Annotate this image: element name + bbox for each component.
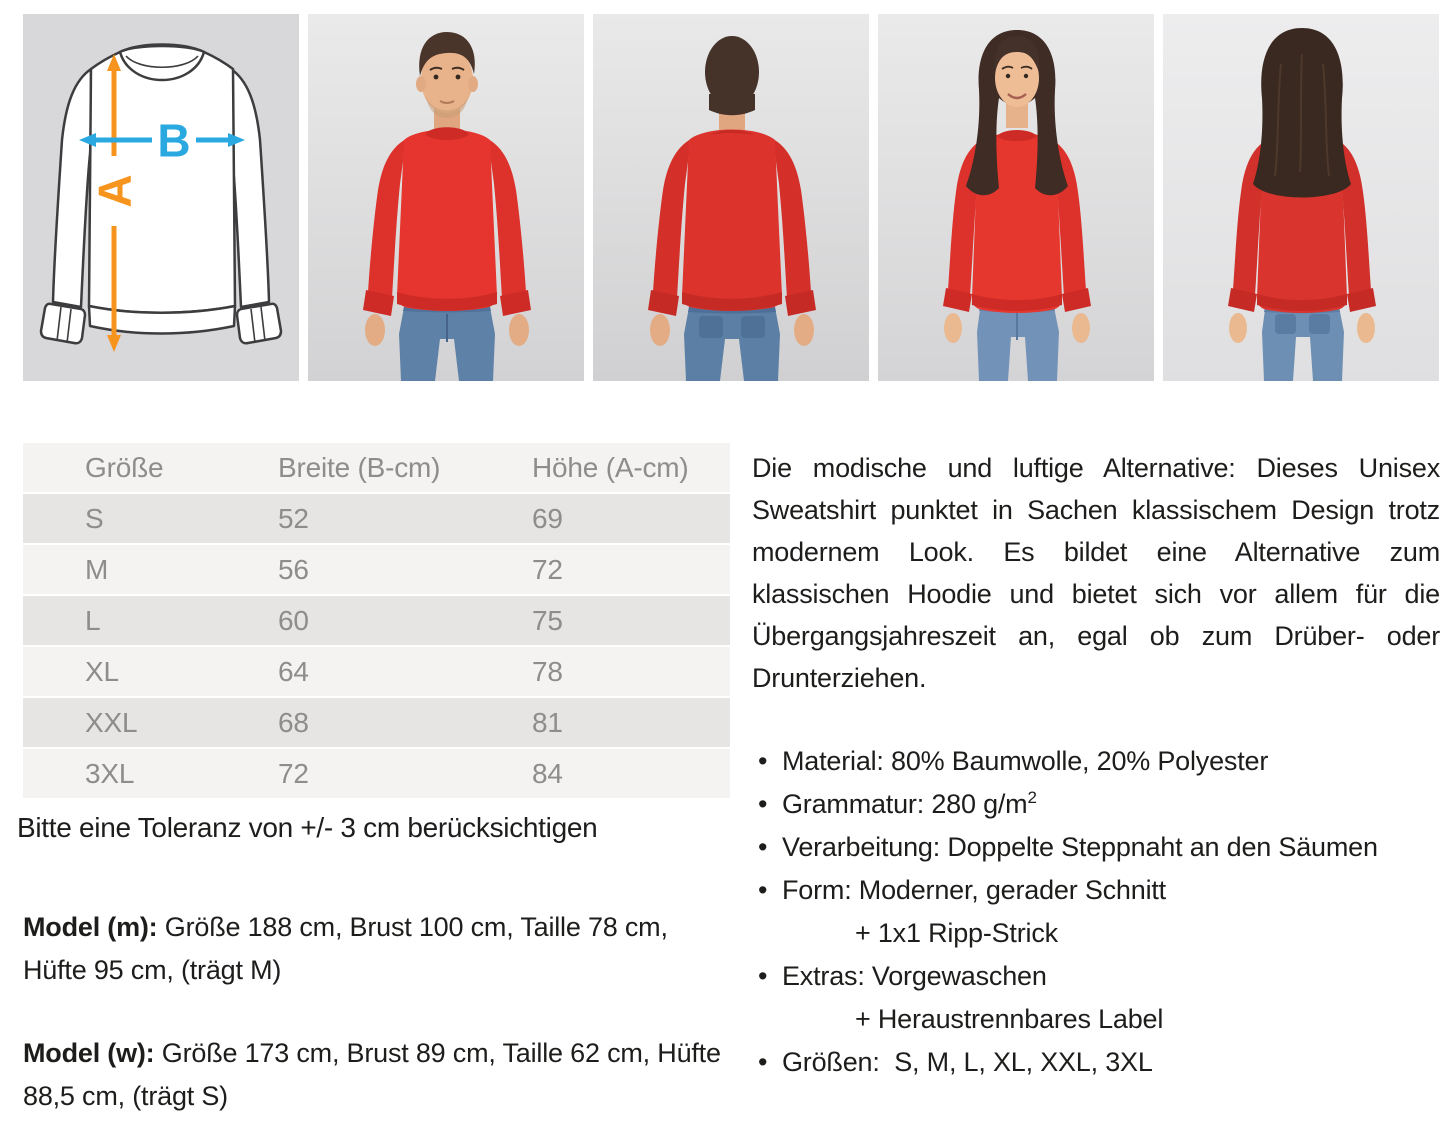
cell-width: 68	[278, 706, 309, 738]
column-header-size: Größe	[85, 451, 164, 483]
model-male-details: Größe 188 cm, Brust 100 cm, Taille 78 cm, Hüfte 95 cm, (trägt M)	[23, 912, 668, 985]
feature-grammage: • Grammatur: 280 $g/m^2$	[752, 783, 1445, 826]
table-row	[23, 596, 730, 645]
table-header-row	[23, 443, 730, 492]
table-row	[23, 545, 730, 594]
size-diagram-sketch	[23, 14, 299, 381]
feature-extras: • Extras: Vorgewaschen	[752, 955, 1445, 998]
model-info-male	[23, 906, 729, 992]
cell-height: 75	[532, 604, 563, 636]
model-female-details: Größe 173 cm, Brust 89 cm, Taille 62 cm, Hüfte 88,5 cm, (trägt S)	[23, 1038, 721, 1111]
cell-width: 56	[278, 553, 309, 585]
table-row	[23, 698, 730, 747]
size-diagram-svg	[23, 14, 299, 381]
feature-list	[752, 740, 1445, 1084]
feature-material: • Material: 80% Baumwolle, 20% Polyester	[752, 740, 1445, 783]
cell-size: XL	[85, 655, 119, 687]
feature-form: • Form: Moderner, gerader Schnitt	[752, 869, 1445, 912]
image-gallery	[23, 14, 1439, 381]
sweatshirt-outline	[41, 45, 281, 344]
female-back-svg	[1163, 14, 1439, 381]
female-front-svg	[878, 14, 1154, 381]
male-back-svg	[593, 14, 869, 381]
cell-height: 81	[532, 706, 563, 738]
cell-width: 64	[278, 655, 309, 687]
cell-size: L	[85, 604, 101, 636]
cell-size: XXL	[85, 706, 138, 738]
cell-width: 52	[278, 502, 309, 534]
size-table	[23, 443, 730, 800]
cell-width: 72	[278, 757, 309, 789]
model-male-label: Model (m):	[23, 912, 158, 942]
model-info-female	[23, 1032, 729, 1118]
tolerance-note: Bitte eine Toleranz von +/- 3 cm berücksichtigen	[17, 812, 598, 843]
cell-height: 78	[532, 655, 563, 687]
table-row	[23, 749, 730, 798]
cell-size: S	[85, 502, 104, 534]
feature-sizes: • Größen: S, M, L, XL, XXL, 3XL	[752, 1041, 1445, 1084]
cell-height: 84	[532, 757, 563, 789]
feature-form-continued: + 1x1 Ripp-Strick	[855, 918, 1058, 948]
table-row	[23, 647, 730, 696]
column-header-height: Höhe (A-cm)	[532, 451, 689, 483]
cell-size: 3XL	[85, 757, 135, 789]
cell-height: 72	[532, 553, 563, 585]
male-model-back-photo	[593, 14, 869, 381]
product-description: Die modische und luftige Alternative: Dieses Unisex Sweatshirt punktet in Sachen klassischem Design trotz modernem Look. Es bildet eine Alternative zum klassischen Hoodie und bietet sich vor allem für die Übergangsjahreszeit an, egal ob zum Drüber- oder Drunterziehen.	[752, 453, 1440, 693]
feature-workmanship: • Verarbeitung: Doppelte Steppnaht an den Säumen	[752, 826, 1445, 869]
label-b: B	[157, 114, 191, 167]
grammage-superscript: 2	[1027, 788, 1037, 807]
table-row	[23, 494, 730, 543]
feature-extras-continued: + Heraustrennbares Label	[855, 1004, 1164, 1034]
label-a: A	[88, 174, 141, 208]
male-model-front-photo	[308, 14, 584, 381]
column-header-width: Breite (B-cm)	[278, 451, 441, 483]
cell-size: M	[85, 553, 109, 585]
male-front-svg	[308, 14, 584, 381]
model-female-label: Model (w):	[23, 1038, 155, 1068]
female-model-front-photo	[878, 14, 1154, 381]
cell-height: 69	[532, 502, 563, 534]
female-model-back-photo	[1163, 14, 1439, 381]
cell-width: 60	[278, 604, 309, 636]
